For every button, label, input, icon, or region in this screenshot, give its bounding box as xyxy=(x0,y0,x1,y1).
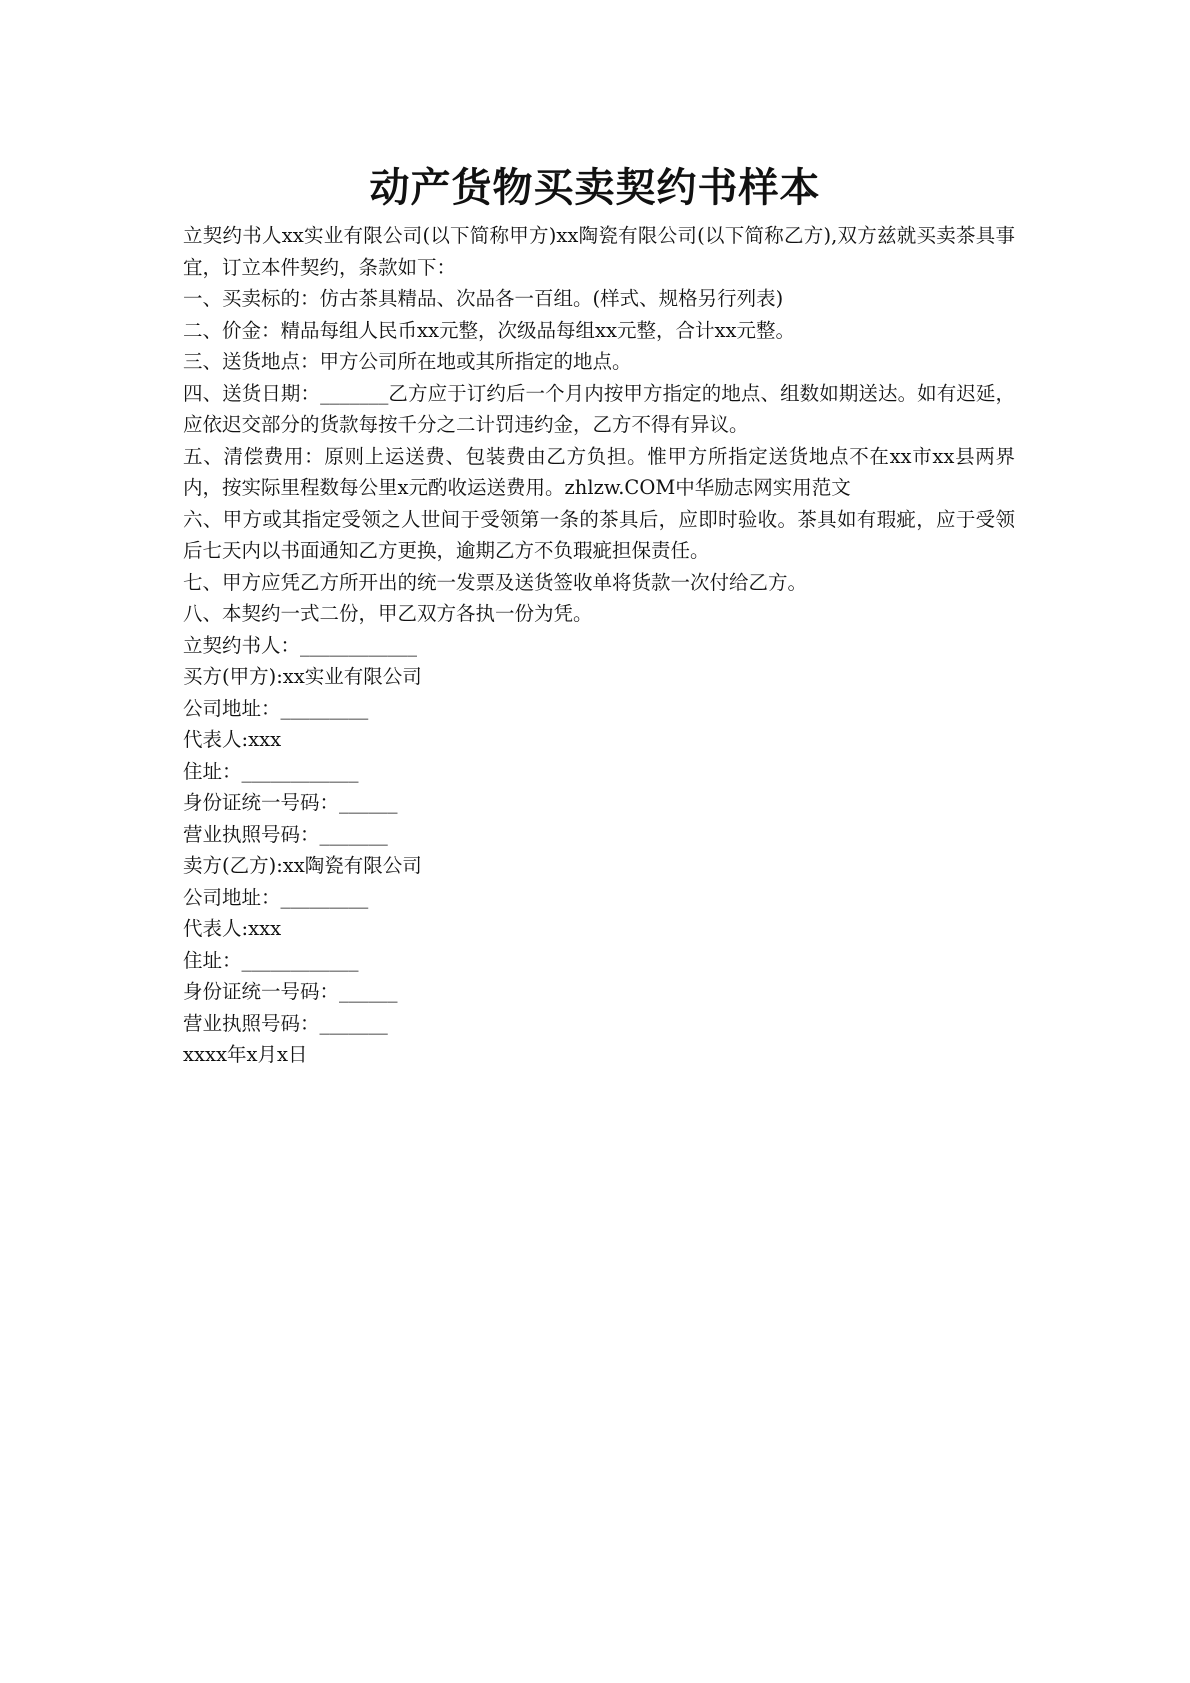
seller-id-number-line: 身份证统一号码：______ xyxy=(183,980,398,1003)
clause-7-payment: 七、甲方应凭乙方所开出的统一发票及送货签收单将货款一次付给乙方。 xyxy=(183,570,808,594)
clause-5-costs: 五、清偿费用：原则上运送费、包装费由乙方负担。惟甲方所指定送货地点不在xx市xx县两界内，按实际里程数每公里x元酌收运送费用。zhlzw.COM中华励志网实用范文 xyxy=(183,444,1015,499)
seller-residence-line: 住址：____________ xyxy=(183,948,359,972)
buyer-address-line: 公司地址：_________ xyxy=(183,696,369,720)
seller-representative: 代表人:xxx xyxy=(183,917,282,940)
buyer-id-number-line: 身份证统一号码：______ xyxy=(183,791,398,814)
preamble-paragraph: 立契约书人xx实业有限公司(以下简称甲方)xx陶瓷有限公司(以下简称乙方),双方兹就买卖茶具事宜，订立本件契约，条款如下： xyxy=(183,224,1015,279)
clause-4-delivery-date: 四、送货日期：_______乙方应于订约后一个月内按甲方指定的地点、组数如期送达。如有迟延，应依迟交部分的货款每按千分之二计罚违约金，乙方不得有异议。 xyxy=(183,381,1015,436)
buyer-residence-line: 住址：____________ xyxy=(183,759,359,783)
seller-address-line: 公司地址：_________ xyxy=(183,885,369,909)
seller-license-number-line: 营业执照号码：_______ xyxy=(183,1011,388,1035)
buyer-license-number-line: 营业执照号码：_______ xyxy=(183,822,388,846)
document-title: 动产货物买卖契约书样本 xyxy=(369,165,821,211)
clause-2-price: 二、价金：精品每组人民币xx元整，次级品每组xx元整，合计xx元整。 xyxy=(183,318,795,342)
clause-8-copies: 八、本契约一式二份，甲乙双方各执一份为凭。 xyxy=(183,602,593,625)
document-body xyxy=(183,220,1015,1071)
clause-3-delivery-place: 三、送货地点：甲方公司所在地或其所指定的地点。 xyxy=(183,350,632,373)
clause-6-inspection: 六、甲方或其指定受领之人世间于受领第一条的茶具后，应即时验收。茶具如有瑕疵，应于受领后七天内以书面通知乙方更换，逾期乙方不负瑕疵担保责任。 xyxy=(183,507,1015,562)
buyer-name: 买方(甲方):xx实业有限公司 xyxy=(183,665,422,688)
clause-1-subject: 一、买卖标的：仿古茶具精品、次品各一百组。(样式、规格另行列表) xyxy=(183,287,784,310)
buyer-representative: 代表人:xxx xyxy=(183,728,282,751)
seller-name: 卖方(乙方):xx陶瓷有限公司 xyxy=(183,854,422,877)
signing-date: xxxx年x月x日 xyxy=(183,1043,308,1066)
signatory-line: 立契约书人：____________ xyxy=(183,633,418,657)
